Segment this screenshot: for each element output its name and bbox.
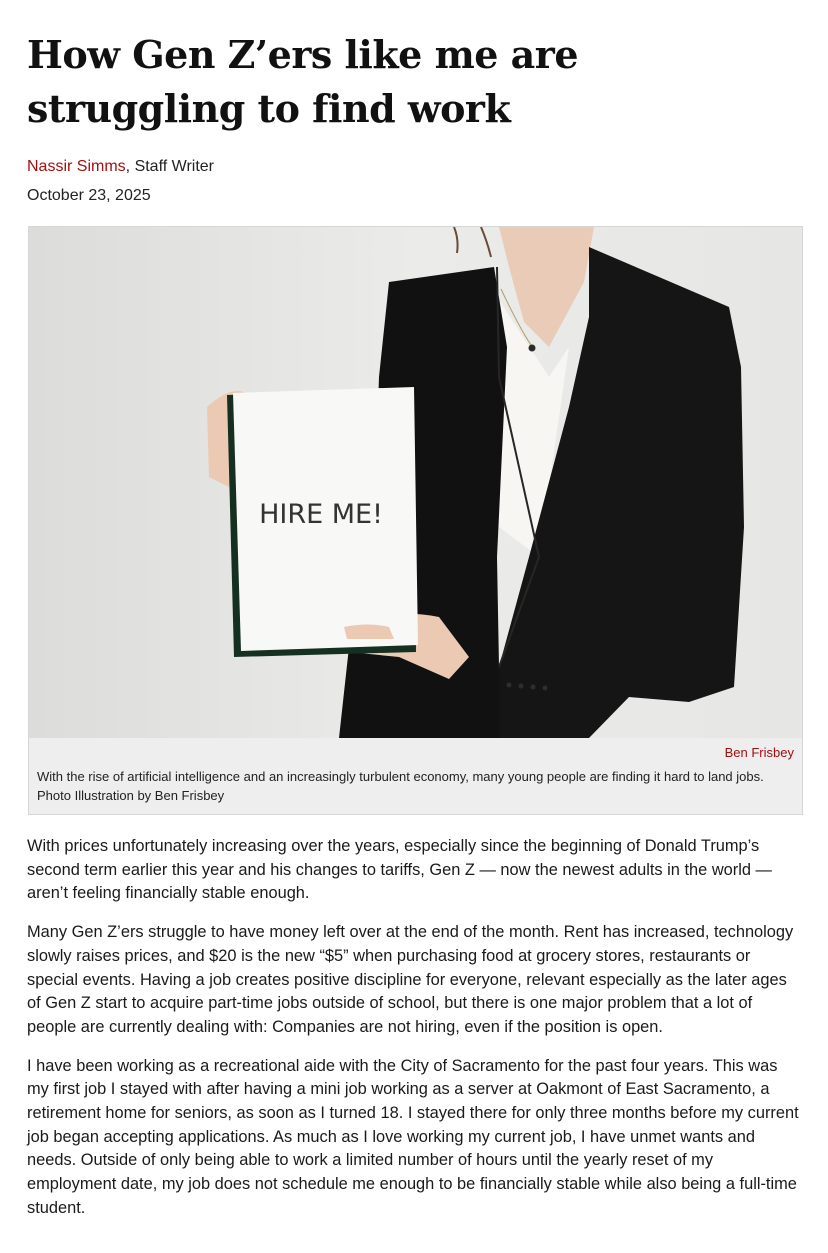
publish-date: October 23, 2025 — [27, 187, 151, 204]
card-text: HIRE ME! — [259, 499, 383, 530]
article-figure — [28, 226, 803, 815]
byline — [27, 156, 803, 178]
paragraph: I have been working as a recreational aide with the City of Sacramento for the past four years. This was my first job I stayed with after having a mini job working as a server at Oakmont of East Sacramento, a retirement home for seniors, as soon as I turned 18. I stayed there for only three months before my current job began accepting applications. As much as I love working my current job, I have unmet wants and needs. Outside of only being able to work a limited number of hours until the yearly reset of my employment date, my job does not schedule me enough to be financially stable while also being a full-time student. — [27, 1056, 799, 1217]
article-header — [27, 0, 803, 207]
article-body — [27, 835, 803, 1236]
author-link[interactable]: Nassir Simms — [27, 158, 126, 175]
photo-caption: With the rise of artificial intelligence and an increasingly turbulent economy, many young people are finding it hard to land jobs. Photo Illustration by Ben Frisbey — [37, 769, 764, 803]
author-role: , Staff Writer — [125, 158, 214, 175]
paragraph: With prices unfortunately increasing over the years, especially since the beginning of Donald Trump’s second term earlier this year and his changes to tariffs, Gen Z — now the newest adults in the world — aren’t feeling financially stable enough. — [27, 837, 772, 903]
hero-photo — [29, 227, 802, 738]
headline: How Gen Z’ers like me are struggling to find work — [27, 32, 579, 131]
paragraph: Many Gen Z’ers struggle to have money left over at the end of the month. Rent has increased, technology slowly raises prices, and $20 is the new “$5” when purchasing food at grocery stores, restaurants or special events. Having a job creates positive discipline for everyone, relevant especially as the later ages of Gen Z start to acquire part-time jobs outside of school, but there is one major problem that a lot of people are currently dealing with: Companies are not hiring, even if the position is open. — [27, 923, 794, 1036]
photo-credit: Ben Frisbey — [724, 745, 794, 760]
